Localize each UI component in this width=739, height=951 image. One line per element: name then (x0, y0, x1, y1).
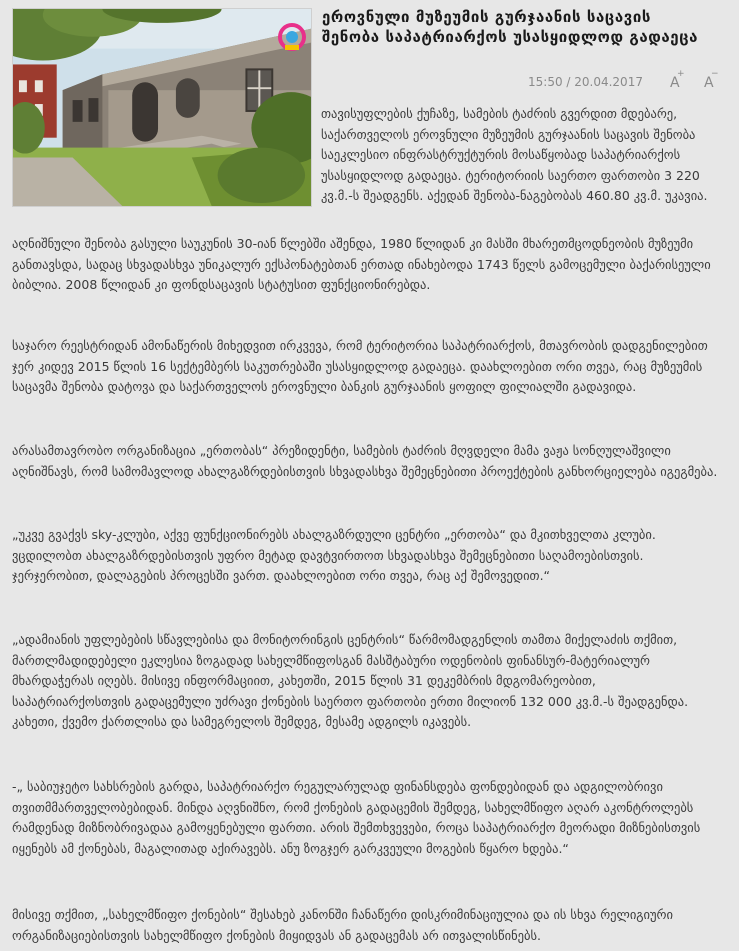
article-paragraph: -„ საბიუჯეტო სახსრების გარდა, საპატრიარქო რეგულარულად ფინანსდება ფონდებიდან და ადგილობრივი თვითმმართველობებიდან. მინდა აღვნიშნო, რომ ქონების გადაცემის შემდეგ, სახელმწიფო აღარ აკონტროლებს რამდენად მიზნობრივადაა გამოყენებული ფართი. არის შემთხვევები, როცა საპატრიარქო მეორადი მიზნებისთვის იყენებს ამ ქონებას, მაგალითად აქირავებს. ანუ ზოგჯერ გარკვეული მოგების წყარო ხდება.“ (12, 779, 701, 856)
channel-logo-icon (271, 23, 312, 51)
article-paragraph: არასამთავრობო ორგანიზაცია „ერთობას“ პრეზიდენტი, სამების ტაძრის მღვდელი მამა ვაჟა სონღულაშვილი აღნიშნავს, რომ სამომავლოდ ახალგაზრდებისთვის სხვადასხვა შემეცნებითი პროექტების განხორციელება იგეგმება. (12, 443, 718, 479)
building-photo (13, 9, 311, 206)
minus-icon: − (711, 69, 719, 79)
article-paragraph: თავისუფლების ქუჩაზე, სამების ტაძრის გვერდით მდებარე, საქართველოს ეროვნული მუზეუმის გურჯაანის საცავის შენობა საეკლესიო ინფრასტრუქტურის მოსაწყობად საპატრიარქოს უსასყიდლოდ გადაეცა. ტერიტორიის საერთო ფართობი 3 220 კვ.მ.-ს შეადგენს. აქედან შენობა-ნაგებობას 460.80 კვ.მ. უკავია. (321, 106, 708, 203)
article-photo (12, 8, 312, 207)
font-size-icon: A (670, 75, 680, 91)
article-title: ეროვნული მუზეუმის გურჯაანის საცავის შენობა საპატრიარქოს უსასყიდლოდ გადაეცა (322, 8, 699, 46)
article-paragraph: „ადამიანის უფლებების სწავლებისა და მონიტორინგის ცენტრის“ წარმომადგენლის თამთა მიქელაძის თქმით, მართლმადიდებელი ეკლესია ზოგადად სახელმწიფოსგან მასშტაბური ოდენობის ფინანსურ-მატერიალურ მხარდაჭერას იღებს. მისივე ინფორმაციით, კახეთში, 2015 წლის 31 დეკემბრის მდგომარეობით, საპატრიარქოსთვის გადაცემული უძრავი ქონების საერთო ფართობი ერთი მილიონ 132 000 კვ.მ.-ს შეადგენდა. კახეთი, ქვემო ქართლისა და სამეგრელოს შემდეგ, მესამე ადგილს იკავებს. (12, 632, 689, 729)
article-paragraph: მისივე თქმით, „სახელმწიფო ქონების“ შესახებ კანონში ჩანაწერი დისკრიმინაციულია და ის სხვა რელიგიური ორგანიზაციებისთვის სახელმწიფო ქონების მიყიდვას ან გადაცემას არ ითვალისწინებს. (12, 907, 673, 943)
article-meta (500, 69, 730, 93)
font-increase-button[interactable] (668, 69, 688, 91)
publish-datetime: 15:50 / 20.04.2017 (528, 75, 643, 89)
plus-icon: + (677, 69, 685, 79)
font-size-icon: A (704, 75, 714, 91)
article-paragraph: საჯარო რეესტრიდან ამონაწერის მიხედვით ირკვევა, რომ ტერიტორია საპატრიარქოს, მთავრობის დადგენილებით ჯერ კიდევ 2015 წლის 16 სექტემბერს საკუთრებაში უსასყიდლოდ გადაეცა. დაახლოებით ორი თვეა, რაც მუზეუმის საცავმა შენობა დატოვა და საქართველოს ეროვნული ბანკის გურჯაანის ყოფილ ფილიალში გადავიდა. (12, 338, 708, 394)
font-decrease-button[interactable] (702, 69, 722, 91)
article-paragraph: აღნიშნული შენობა გასული საუკუნის 30-იან წლებში აშენდა, 1980 წლიდან კი მასში მხარეთმცოდნეობის მუზეუმი განთავსდა, სადაც სხვადასხვა უნიკალურ ექსპონატებთან ერთად ინახებოდა 1743 წელს გამოცემული ბაქარისეული ბიბლია. 2008 წლიდან კი ფონდსაცავის სტატუსით ფუნქციონირებდა. (12, 236, 711, 292)
article-paragraph: „უკვე გვაქვს sky-კლუბი, აქვე ფუნქციონირებს ახალგაზრდული ცენტრი „ერთობა“ და მკითხველთა კლუბი. ვცდილობთ ახალგაზრდებისთვის უფრო მეტად დავტვირთოთ სხვადასხვა შემეცნებითი საღამოებისთვის. ჯერჯერობით, დალაგების პროცესში ვართ. დაახლოებით ორი თვეა, რაც აქ შემოვედით.“ (12, 527, 656, 583)
